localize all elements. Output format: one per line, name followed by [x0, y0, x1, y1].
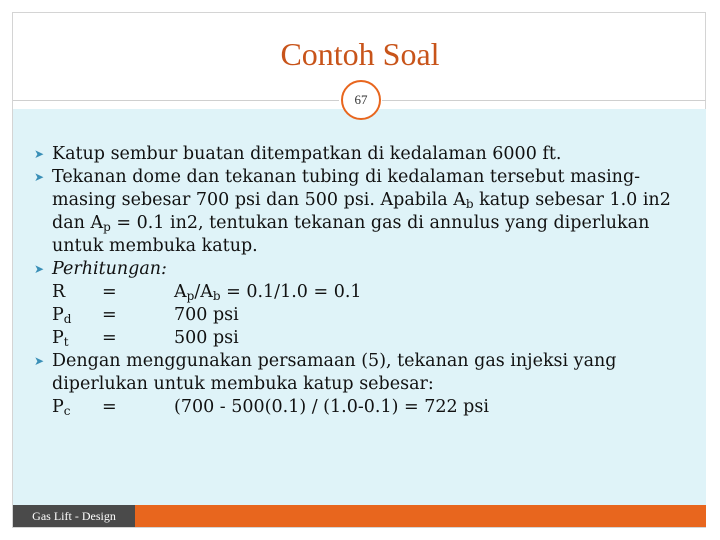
- calculation-heading: Perhitungan:: [52, 259, 167, 279]
- calc-equals: =: [102, 328, 117, 348]
- page-number-badge: 67: [341, 80, 381, 120]
- calc-value: 700 psi: [174, 305, 239, 325]
- bullet-text-line: Tekanan dome dan tekanan tubing di kedalaman tersebut masing-: [52, 167, 641, 187]
- calc-row-pt: [34, 327, 694, 350]
- bullet-item-depth: [34, 143, 694, 166]
- slide-body: [34, 143, 694, 419]
- arrow-bullet-icon: ➤: [34, 170, 45, 184]
- calc-symbol: $P_d$: [52, 305, 72, 326]
- calc-equals: =: [102, 282, 117, 302]
- calc-symbol: R: [52, 282, 66, 302]
- bullet-item-pressures: [34, 166, 694, 258]
- calc-equals: =: [102, 397, 117, 417]
- footer-label: Gas Lift - Design: [13, 505, 135, 527]
- bullet-text-line: diperlukan untuk membuka katup sebesar:: [52, 374, 434, 394]
- bullet-item-calculation: [34, 258, 694, 281]
- calc-row-pd: [34, 304, 694, 327]
- bullet-item-injection: [34, 350, 694, 396]
- bullet-text-line: untuk membuka katup.: [52, 236, 258, 256]
- arrow-bullet-icon: ➤: [34, 262, 45, 276]
- arrow-bullet-icon: ➤: [34, 354, 45, 368]
- calc-symbol: $P_c$: [52, 397, 71, 418]
- bullet-text-line: masing sebesar 700 psi dan 500 psi. Apabila $A_b$ katup sebesar 1.0 in2: [52, 190, 671, 211]
- arrow-bullet-icon: ➤: [34, 147, 45, 161]
- title-divider-right: [382, 100, 706, 101]
- title-divider-left: [13, 100, 339, 101]
- calc-equals: =: [102, 305, 117, 325]
- calc-row-pc: [34, 396, 694, 419]
- bullet-text-line: Dengan menggunakan persamaan (5), tekanan gas injeksi yang: [52, 351, 617, 371]
- calc-value: 500 psi: [174, 328, 239, 348]
- bullet-text-line: dan $A_p = 0.1$ in2, tentukan tekanan gas di annulus yang diperlukan: [52, 213, 650, 234]
- bullet-text: Katup sembur buatan ditempatkan di kedalaman 6000 ft.: [52, 144, 562, 164]
- calc-row-r: [34, 281, 694, 304]
- calc-value: $A_p/A_b = 0.1/1.0 = 0.1$: [174, 282, 362, 303]
- calc-result-value: (700 - 500(0.1) / (1.0-0.1) = 722 psi: [174, 397, 489, 417]
- slide-title: Contoh Soal: [280, 36, 440, 72]
- calc-symbol: $P_t$: [52, 328, 69, 349]
